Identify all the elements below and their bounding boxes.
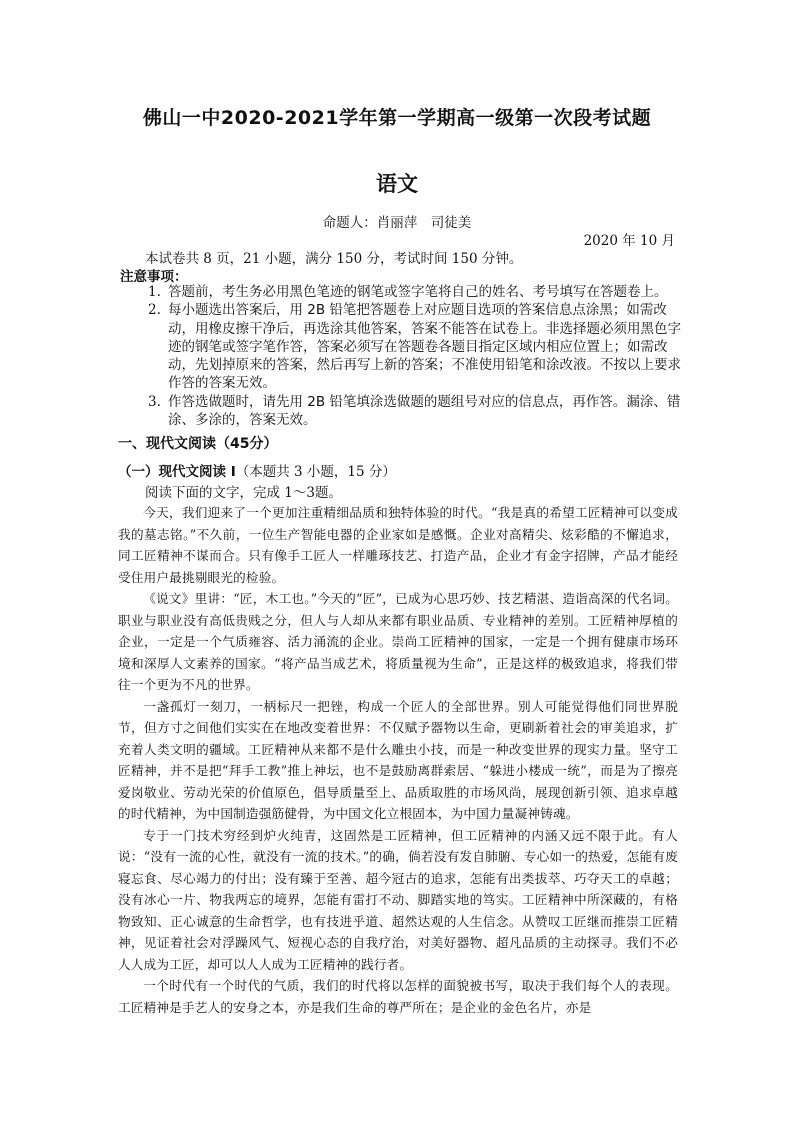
note-text: 每小题选出答案后，用 2B 铅笔把答题卷上对应题目选项的答案信息点涂黑；如需改动，用橡皮擦干净后，再选涂其他答案，答案不能答在试卷上。非选择题必须用黑色字迹的钢笔或签字笔作答，答案必须写在答题卷各题目指定区域内相应位置上；如需改动，先划掉原来的答案，然后再写上新的答案；不准使用铅笔和涂改液。不按以上要求作答的答案无效。 xyxy=(168,302,681,392)
note-item xyxy=(148,301,688,392)
subject-heading: 语文 xyxy=(376,172,418,196)
note-text: 作答选做题时，请先用 2B 铅笔填涂选做题的题组号对应的信息点，再作答。漏涂、错涂、多涂的，答案无效。 xyxy=(168,393,681,429)
passage-paragraph: 一个时代有一个时代的气质，我们的时代将以怎样的面貌被书写，取决于我们每个人的表现。工匠精神是手艺人的安身之本，亦是我们生命的尊严所在；是企业的金色名片，亦是 xyxy=(118,978,678,1015)
subsection-detail: （本题共 3 小题，15 分） xyxy=(235,464,396,480)
passage-paragraph: 一盏孤灯一刻刀，一柄标尺一把锉，构成一个匠人的全部世界。别人可能觉得他们同世界脱节，但方寸之间他们实实在在地改变着世界：不仅赋予器物以生命，更刷新着社会的审美追求，扩充着人类文明的疆域。工匠精神从来都不是什么雕虫小技，而是一种改变世界的现实力量。坚守工匠精神，并不是把“拜手工教”推上神坛，也不是鼓励离群索居、“躲进小楼成一统”，而是为了擦亮爱岗敬业、劳动光荣的价值原色，倡导质量至上、品质取胜的市场风尚，展现创新引领、追求卓越的时代精神，为中国制造强筋健骨，为中国文化立根固本，为中国力量凝神铸魂。 xyxy=(118,698,678,821)
exam-intro: 本试卷共 8 页，21 小题，满分 150 分，考试时间 150 分钟。 xyxy=(145,251,523,267)
setter-line: 命题人：肖丽萍 司徒美 xyxy=(322,215,472,231)
note-item xyxy=(148,283,688,301)
exam-date: 2020 年 10 月 xyxy=(583,233,675,249)
note-number: 3. xyxy=(148,393,161,410)
note-number: 1. xyxy=(148,284,161,300)
exam-title: 佛山一中2020-2021学年第一学期高一级第一次段考试题 xyxy=(142,107,652,129)
passage-paragraph: 《说文》里讲：“匠，木工也。”今天的“匠”，已成为心思巧妙、技艺精湛、造诣高深的代名词。职业与职业没有高低贵贱之分，但人与人却从来都有职业品质、专业精神的差别。工匠精神厚植的企业，一定是一个气质雍容、活力涌流的企业。崇尚工匠精神的国家，一定是一个拥有健康市场环境和深厚人文素养的国家。“将产品当成艺术，将质量视为生命”，正是这样的极致追求，将我们带往一个更为不凡的世界。 xyxy=(118,591,678,692)
notes-heading: 注意事项： xyxy=(120,269,188,285)
note-item xyxy=(148,393,688,430)
note-number: 2. xyxy=(148,302,161,319)
reading-passage xyxy=(118,502,678,1018)
note-text: 答题前，考生务必用黑色笔迹的钢笔或签字笔将自己的姓名、考号填写在答题卷上。 xyxy=(168,284,668,300)
section-heading: 一、现代文阅读（45分） xyxy=(118,436,278,452)
passage-paragraph: 今天，我们迎来了一个更加注重精细品质和独特体验的时代。“我是真的希望工匠精神可以变成我的墓志铭。”不久前，一位生产智能电器的企业家如是感慨。企业对高精尖、炫彩酷的不懈追求，同工匠精神不谋而合。只有像手工匠人一样雕琢技艺、打造产品，企业才有金字招牌，产品才能经受住用户最挑剔眼光的检验。 xyxy=(118,505,678,585)
reading-instruction: 阅读下面的文字，完成 1～3题。 xyxy=(145,485,342,501)
subsection-heading xyxy=(118,460,396,480)
passage-paragraph: 专于一门技术穷经到炉火纯青，这固然是工匠精神，但工匠精神的内涵又远不限于此。有人说：“没有一流的心性，就没有一流的技术。”的确，倘若没有发自肺腑、专心如一的热爱，怎能有废寝忘食、尽心竭力的付出；没有臻于至善、超今冠古的追求，怎能有出类拔萃、巧夺天工的卓越；没有冰心一片、物我两忘的境界，怎能有雷打不动、脚踏实地的笃实。工匠精神中所深藏的，有格物致知、正心诚意的生命哲学，也有技进乎道、超然达观的人生信念。从赞叹工匠继而推崇工匠精神，见证着社会对浮躁风气、短视心态的自我疗治，对美好器物、超凡品质的主动探寻。我们不必人人成为工匠，却可以人人成为工匠精神的践行者。 xyxy=(118,827,678,972)
subsection-title: （一）现代文阅读 I xyxy=(118,464,236,480)
notes-list xyxy=(148,283,688,429)
